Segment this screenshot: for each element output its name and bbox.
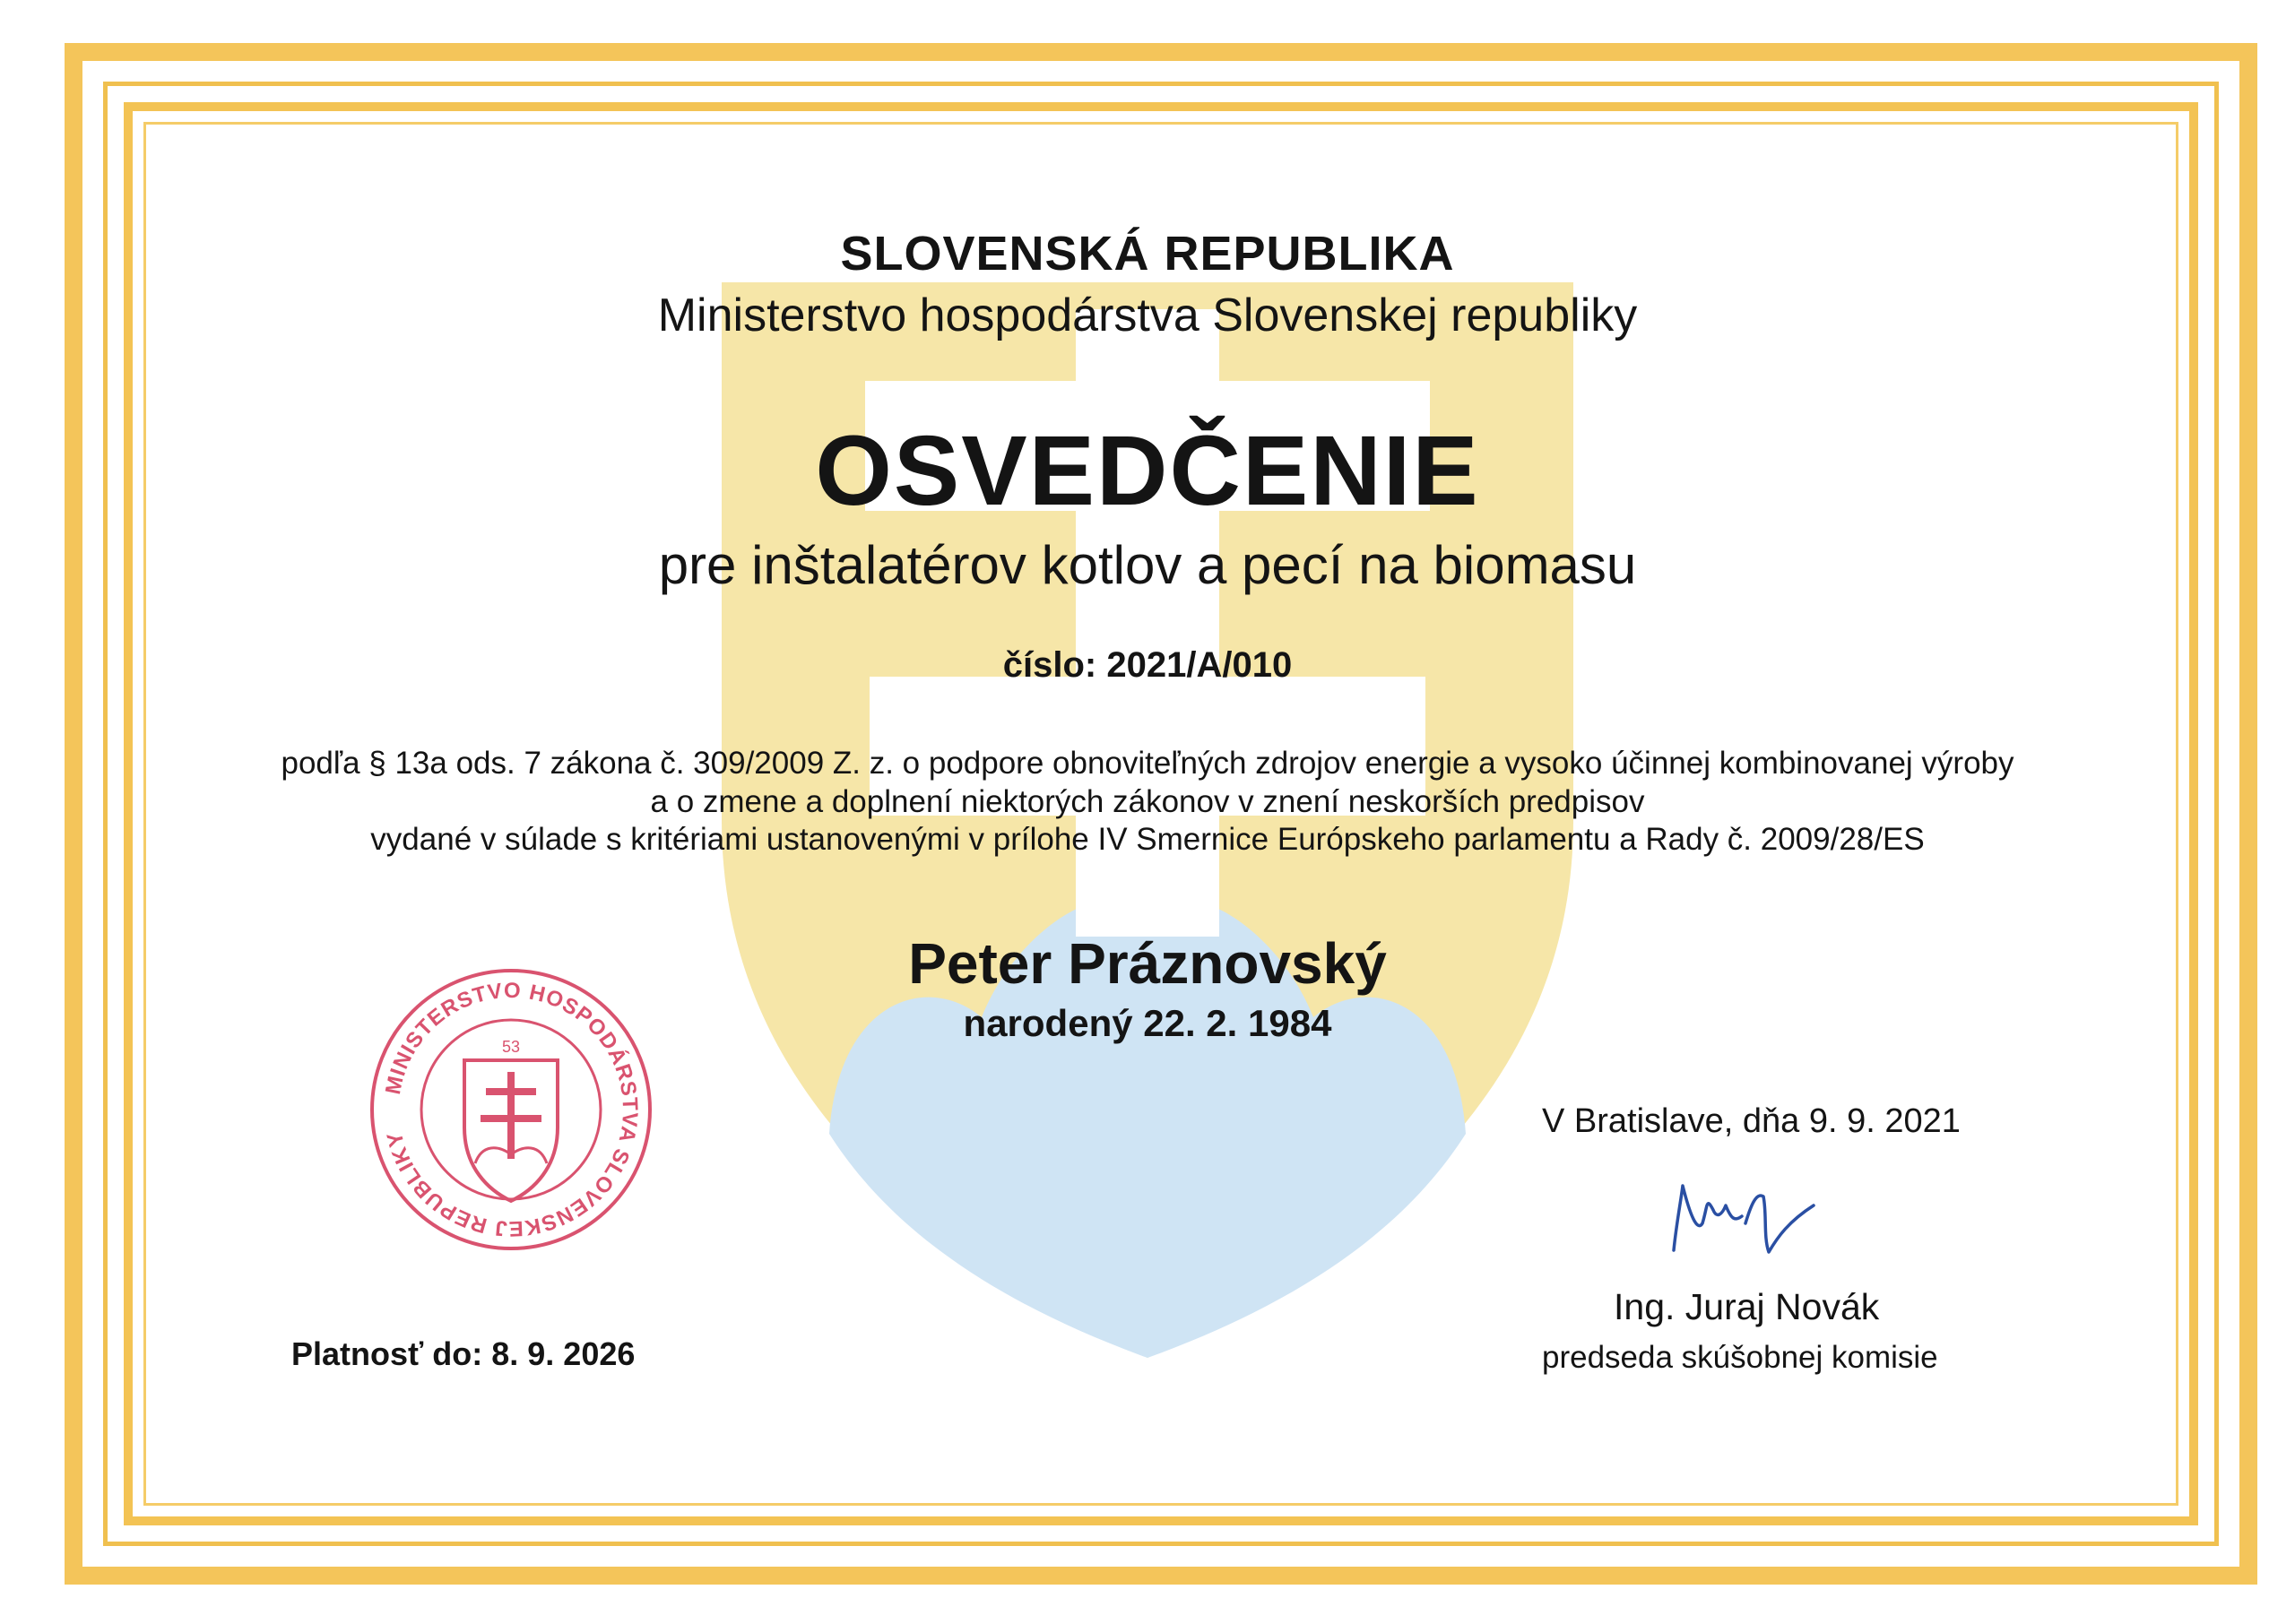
certificate-number: číslo: 2021/A/010 xyxy=(1002,645,1293,685)
certificate-title: OSVEDČENIE xyxy=(815,416,1480,526)
signer-name: Ing. Juraj Novák xyxy=(1614,1286,1880,1327)
legal-basis-line: vydané v súlade s kritériami ustanovenými v prílohe IV Smernice Európskeho parlamentu a Rady č. 2009/28/ES xyxy=(370,822,1925,857)
validity-date: Platnosť do: 8. 9. 2026 xyxy=(291,1335,636,1372)
issue-place-date: V Bratislave, dňa 9. 9. 2021 xyxy=(1542,1102,1961,1140)
ministry-heading: Ministerstvo hospodárstva Slovenskej republiky xyxy=(657,289,1638,341)
certificate-subtitle: pre inštalatérov kotlov a pecí na biomasu xyxy=(658,535,1637,595)
country-heading: SLOVENSKÁ REPUBLIKA xyxy=(840,227,1455,281)
holder-birth-date: narodený 22. 2. 1984 xyxy=(963,1002,1332,1044)
official-stamp-icon xyxy=(368,966,654,1253)
stamp-text: MINISTERSTVO HOSPODÁRSTVA SLOVENSKEJ REPUBLIKY xyxy=(381,978,643,1241)
signature-icon xyxy=(1663,1170,1824,1268)
holder-name: Peter Práznovský xyxy=(908,931,1387,996)
legal-basis-line: a o zmene a doplnení niektorých zákonov v znení neskorších predpisov xyxy=(650,784,1645,819)
stamp-number: 53 xyxy=(501,1038,521,1056)
legal-basis-line: podľa § 13a ods. 7 zákona č. 309/2009 Z. z. o podpore obnoviteľných zdrojov energie a vysoko účinnej kombinovanej výroby xyxy=(281,746,2014,781)
signer-role: predseda skúšobnej komisie xyxy=(1542,1340,1938,1375)
